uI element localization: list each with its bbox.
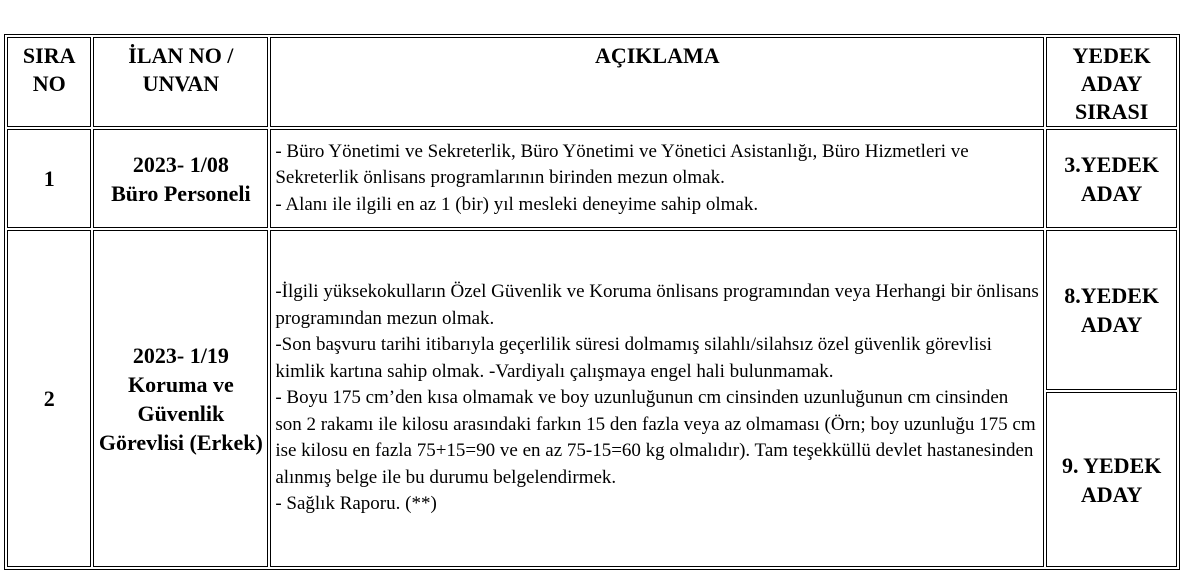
row-1-sira: 1	[7, 129, 91, 228]
row-1-unvan: Büro Personeli	[111, 180, 251, 206]
row-2-aciklama-4: - Sağlık Raporu. (**)	[275, 493, 437, 515]
header-ilan-no: İLAN NO / UNVAN	[93, 37, 268, 127]
candidate-table	[4, 34, 1180, 570]
row-2-aciklama-1: -İlgili yüksekokulların Özel Güvenlik ve Koruma önlisans programından veya Herhangi bir önlisans programından mezun olmak.	[275, 281, 1039, 329]
row-2-ilan-no: 2023- 1/19	[132, 342, 229, 368]
header-sira-no: SIRA NO	[7, 37, 91, 127]
row-1-ilan-no: 2023- 1/08	[132, 151, 229, 177]
row-1-ilan	[93, 129, 268, 228]
row-2-aciklama-3: - Boyu 175 cm’den kısa olmamak ve boy uzunluğunun cm cinsinden uzunluğunun cm cinsinden son 2 rakamı ile kilosu arasındaki farkın 15 den fazla veya az olmaması (Örn; boy uzunluğu 175 cm ise kilosu en fazla 75+15=90 ve en az 75-15=60 kg olmalıdır). Tam teşekküllü devlet hastanesinden alınmış belge ile bu durumu belgelendirmek.	[275, 387, 1036, 488]
row-2-ilan	[93, 230, 268, 567]
header-yedek-aday: YEDEK ADAY SIRASI	[1046, 37, 1177, 127]
row-2-sira: 2	[7, 230, 91, 567]
table-row	[7, 230, 1177, 390]
header-row	[7, 37, 1177, 127]
row-2-yedek-2: 9. YEDEK ADAY	[1046, 392, 1177, 567]
row-2-aciklama-2: -Son başvuru tarihi itibarıyla geçerlilik süresi dolmamış silahlı/silahsız özel güvenlik görevlisi kimlik kartına sahip olmak. -Vardiyalı çalışmaya engel hali bulunmamak.	[275, 334, 992, 382]
row-2-aciklama	[270, 230, 1044, 567]
table-row	[7, 129, 1177, 228]
row-2-yedek-1: 8.YEDEK ADAY	[1046, 230, 1177, 390]
row-1-aciklama	[270, 129, 1044, 228]
row-1-aciklama-2: - Alanı ile ilgili en az 1 (bir) yıl mesleki deneyime sahip olmak.	[275, 193, 759, 215]
header-aciklama: AÇIKLAMA	[270, 37, 1044, 127]
row-2-unvan: Koruma ve Güvenlik Görevlisi (Erkek)	[98, 371, 263, 455]
row-1-yedek: 3.YEDEK ADAY	[1046, 129, 1177, 228]
row-1-aciklama-1: - Büro Yönetimi ve Sekreterlik, Büro Yönetimi ve Yönetici Asistanlığı, Büro Hizmetleri ve Sekreterlik önlisans programlarının birinden mezun olmak.	[275, 140, 969, 189]
